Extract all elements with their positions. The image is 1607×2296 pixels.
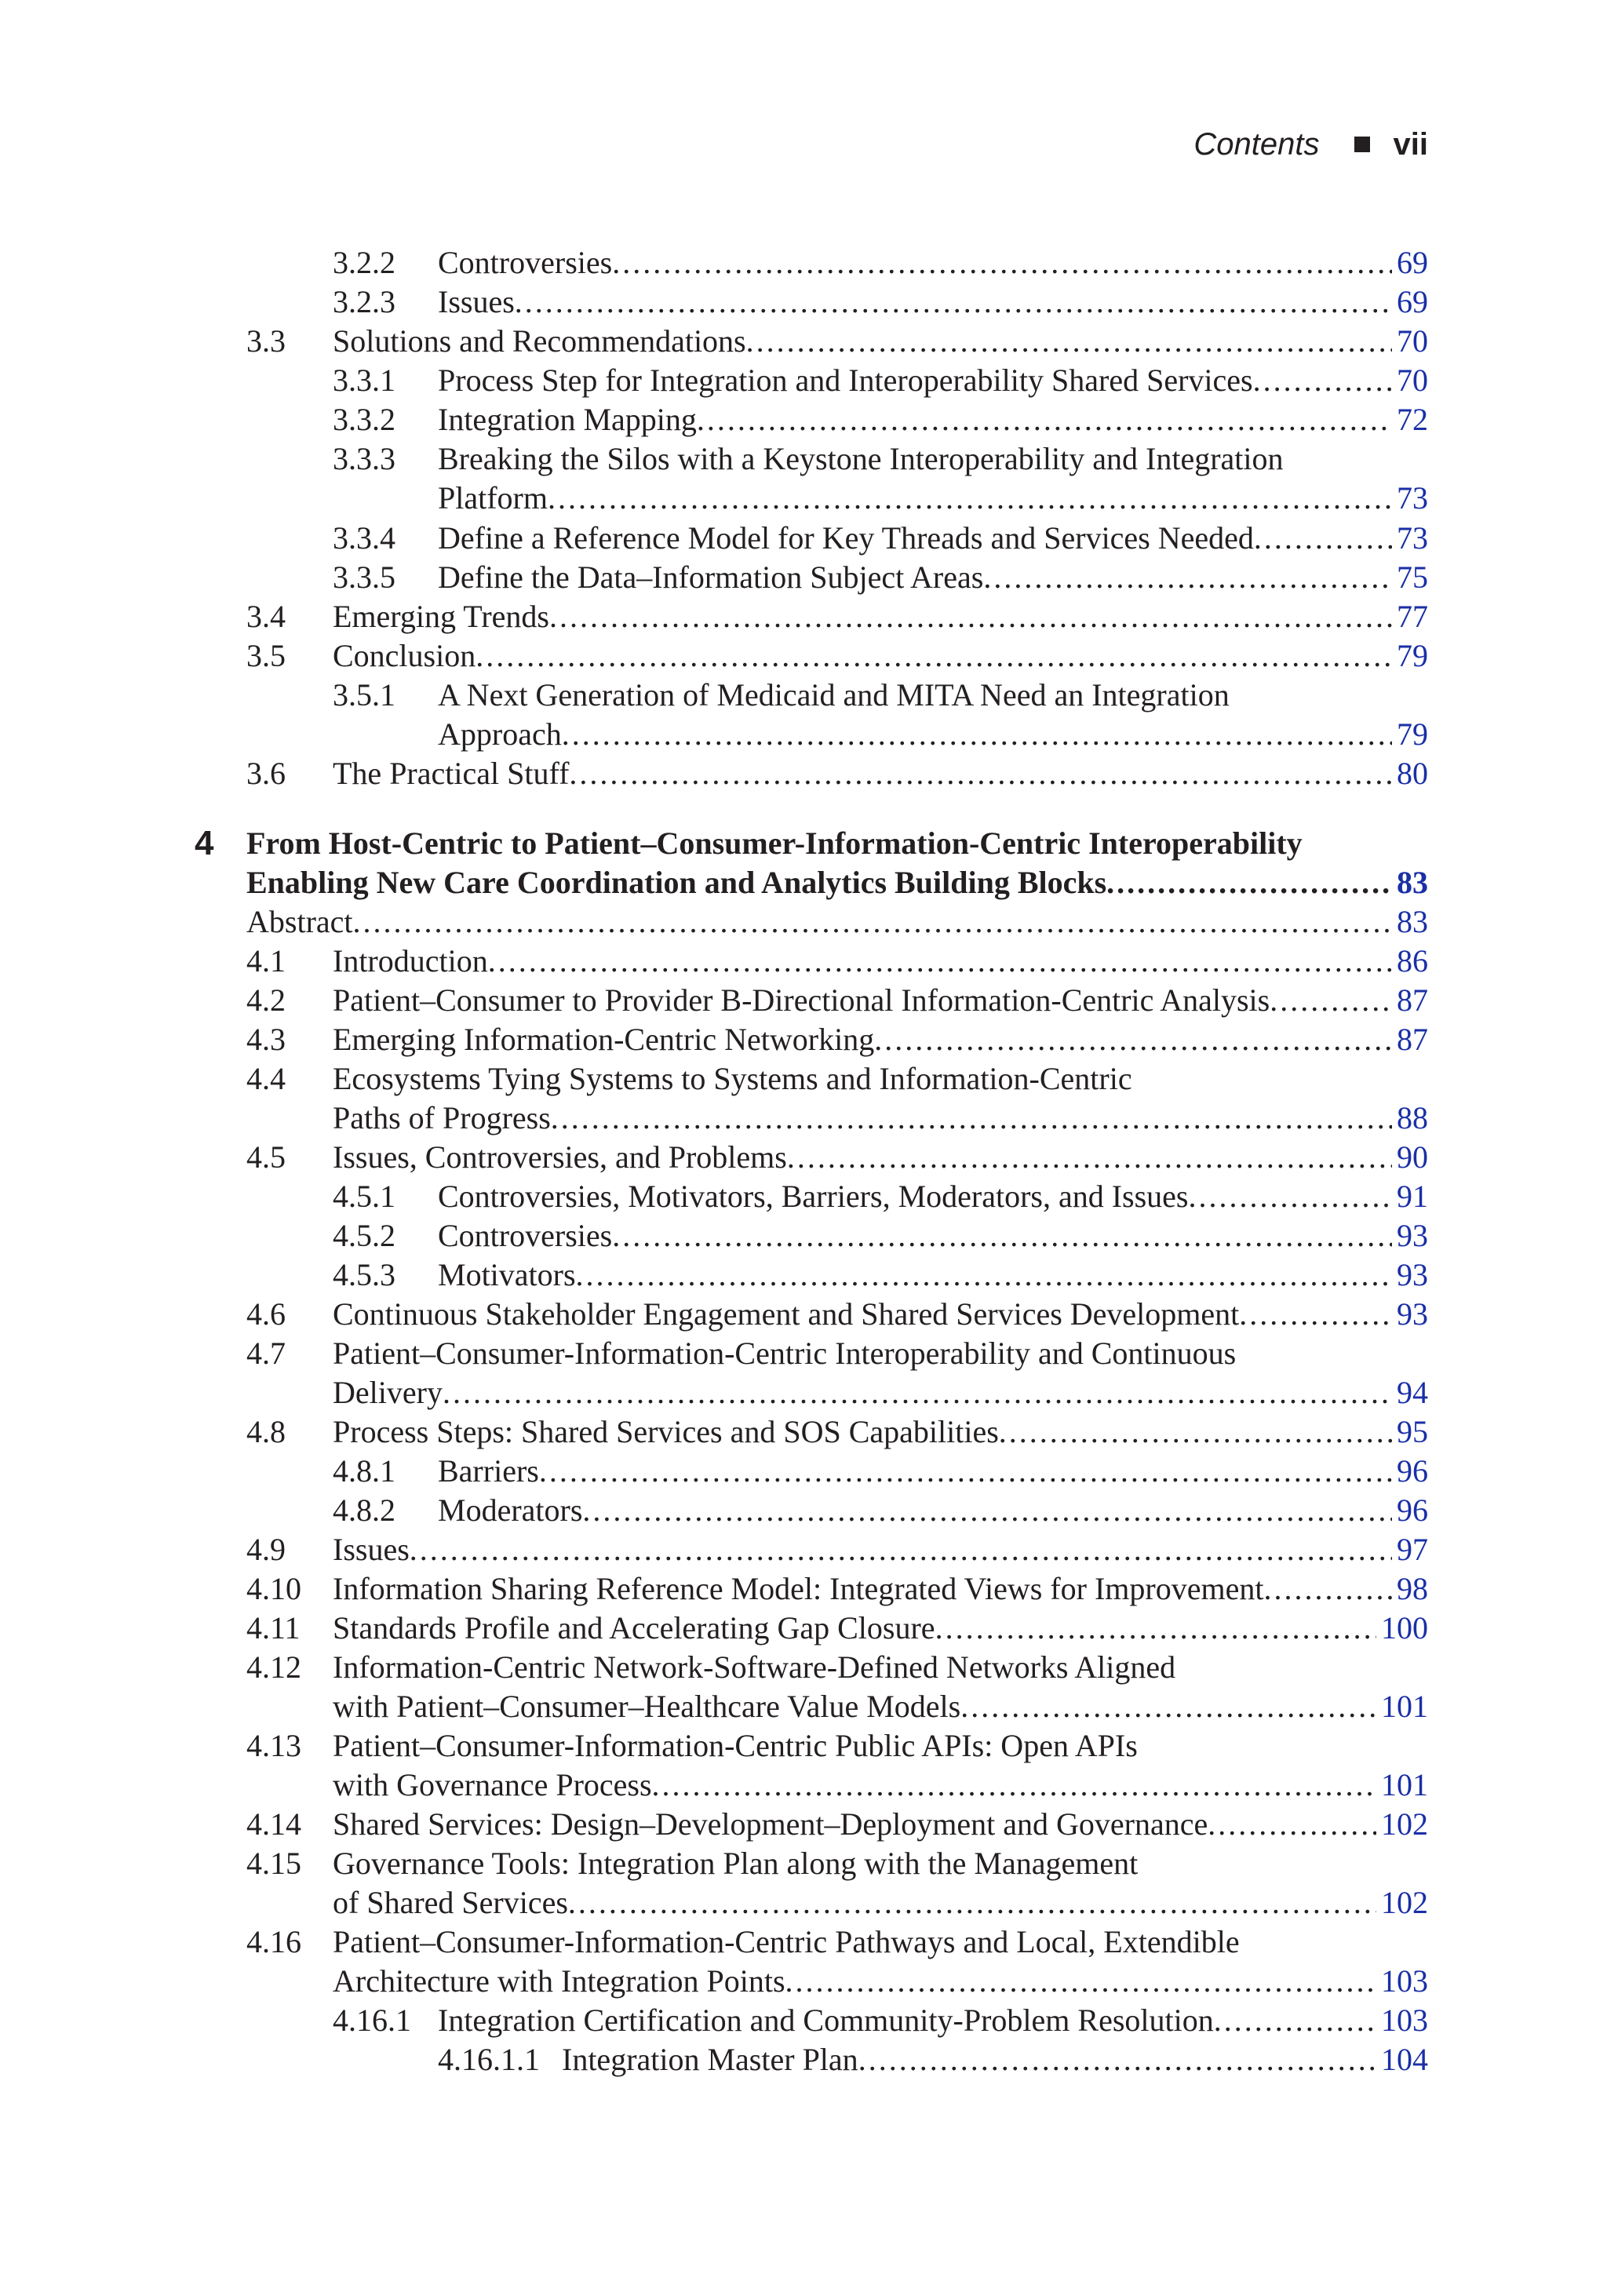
toc-entry-title: Issues	[438, 284, 515, 319]
toc-entry-number: 4.3	[246, 1022, 286, 1057]
toc-entry[interactable]	[438, 2040, 1428, 2079]
toc-entry[interactable]	[246, 1530, 1428, 1569]
toc-entry-number: 3.2.2	[333, 245, 395, 280]
toc-entry[interactable]	[333, 1962, 1428, 2001]
toc-page-link[interactable]: 93	[1397, 1296, 1428, 1332]
toc-page-link[interactable]: 100	[1381, 1610, 1428, 1645]
toc-entry[interactable]	[246, 1295, 1428, 1334]
toc-entry-number: 4.10	[246, 1571, 301, 1606]
toc-entry[interactable]	[333, 243, 1428, 282]
toc-entry-title: A Next Generation of Medicaid and MITA Need an Integration	[438, 677, 1230, 712]
toc-entry[interactable]	[246, 1059, 1428, 1099]
toc-entry-title: Shared Services: Design–Development–Deployment and Governance	[333, 1806, 1208, 1842]
toc-entry-title: Paths of Progress	[333, 1100, 551, 1135]
toc-page-link[interactable]: 96	[1397, 1453, 1428, 1489]
toc-entry-title: Patient–Consumer to Provider B-Directional Information-Centric Analysis	[333, 982, 1270, 1018]
toc-entry-title: Emerging Information-Centric Networking	[333, 1022, 875, 1057]
toc-entry[interactable]	[333, 361, 1428, 400]
toc-page-link[interactable]: 96	[1397, 1492, 1428, 1528]
dot-leader	[1106, 863, 1392, 902]
toc-page-link[interactable]: 79	[1397, 716, 1428, 752]
toc-entry[interactable]	[246, 902, 1428, 942]
toc-entry-title: Approach	[438, 716, 562, 752]
dot-leader	[1263, 1569, 1392, 1609]
dot-leader	[697, 400, 1392, 439]
toc-entry[interactable]	[246, 863, 1428, 902]
toc-entry-number: 4.11	[246, 1610, 301, 1645]
toc-entry[interactable]	[246, 824, 1428, 863]
toc-page-link[interactable]: 93	[1397, 1218, 1428, 1253]
toc-entry-title: Continuous Stakeholder Engagement and Shared Services Development	[333, 1296, 1240, 1332]
toc-page-link[interactable]: 94	[1397, 1375, 1428, 1410]
dot-leader	[443, 1373, 1392, 1412]
dot-leader	[785, 1962, 1376, 2001]
toc-entry[interactable]	[333, 519, 1428, 558]
toc-entry-number: 4.1	[246, 943, 286, 979]
toc-entry[interactable]	[333, 2001, 1428, 2040]
toc-entry[interactable]	[246, 942, 1428, 981]
toc-entry-title: Controversies	[438, 1218, 613, 1253]
toc-entry[interactable]	[246, 1569, 1428, 1609]
toc-entry-number: 3.5.1	[333, 677, 395, 712]
toc-page-link[interactable]: 83	[1397, 865, 1428, 900]
toc-entry-title: Patient–Consumer-Information-Centric Interoperability and Continuous	[333, 1336, 1237, 1371]
toc-entry-title: Define the Data–Information Subject Areas	[438, 559, 984, 595]
toc-page-link[interactable]: 103	[1381, 1963, 1428, 1999]
toc-entry-title: Process Steps: Shared Services and SOS Capabilities	[333, 1414, 999, 1449]
dot-leader	[488, 942, 1392, 981]
toc-entry-number: 3.3.3	[333, 441, 395, 476]
toc-entry-title: Controversies	[438, 245, 613, 280]
running-header	[1193, 122, 1428, 166]
dot-leader	[1214, 2001, 1376, 2040]
toc-entry[interactable]	[333, 1256, 1428, 1295]
toc-page-link[interactable]: 93	[1397, 1257, 1428, 1292]
toc-page-link[interactable]: 97	[1397, 1532, 1428, 1567]
dot-leader	[960, 1687, 1376, 1726]
toc-entry-title: Standards Profile and Accelerating Gap Closure	[333, 1610, 935, 1645]
toc-entry-title: The Practical Stuff	[333, 756, 570, 791]
toc-page-link[interactable]: 73	[1397, 480, 1428, 516]
toc-page-link[interactable]: 77	[1397, 599, 1428, 634]
toc-entry[interactable]	[438, 715, 1428, 754]
toc-entry-title: Abstract	[246, 904, 353, 939]
toc-entry[interactable]	[246, 981, 1428, 1020]
toc-entry-title: From Host-Centric to Patient–Consumer-Information-Centric Interoperability	[246, 825, 1303, 861]
toc-entry-number: 3.3.4	[333, 520, 395, 556]
dot-leader	[858, 2040, 1376, 2079]
toc-entry[interactable]	[333, 1452, 1428, 1491]
toc-entry-title: Enabling New Care Coordination and Analytics Building Blocks	[246, 865, 1107, 900]
toc-entry-number: 3.2.3	[333, 284, 395, 319]
dot-leader	[549, 597, 1392, 636]
toc-page-link[interactable]: 101	[1381, 1767, 1428, 1802]
dot-leader	[1208, 1805, 1376, 1844]
toc-entry[interactable]	[246, 1138, 1428, 1177]
toc-entry[interactable]	[246, 1609, 1428, 1648]
toc-entry-number: 4.7	[246, 1336, 286, 1371]
toc-entry-number: 4.16	[246, 1924, 301, 1959]
toc-page-link[interactable]: 102	[1381, 1806, 1428, 1842]
toc-entry[interactable]	[246, 754, 1428, 793]
toc-entry-number: 3.3	[246, 323, 286, 359]
toc-page-link[interactable]: 86	[1397, 943, 1428, 979]
toc-entry-title: Governance Tools: Integration Plan along with the Management	[333, 1846, 1139, 1881]
toc-entry-title: Issues, Controversies, and Problems	[333, 1139, 787, 1175]
toc-entry-title: Breaking the Silos with a Keystone Interoperability and Integration	[438, 441, 1284, 476]
toc-page-link[interactable]: 101	[1381, 1689, 1428, 1724]
toc-entry-title: Issues	[333, 1532, 410, 1567]
toc-entry-title: Platform	[438, 480, 548, 516]
running-header-title: Contents	[1193, 126, 1320, 162]
toc-entry-number: 4.15	[246, 1846, 301, 1881]
dot-leader	[562, 715, 1392, 754]
toc-entry-number: 3.3.2	[333, 402, 395, 437]
toc-entry[interactable]	[333, 1373, 1428, 1412]
toc-page-link[interactable]: 87	[1397, 1022, 1428, 1057]
toc-entry-title: Conclusion	[333, 638, 476, 673]
toc-entry-title: Information Sharing Reference Model: Integrated Views for Improvement	[333, 1571, 1264, 1606]
toc-page-link[interactable]: 70	[1397, 363, 1428, 398]
toc-entry-number: 4.13	[246, 1728, 301, 1763]
toc-entry[interactable]	[246, 636, 1428, 676]
toc-entry[interactable]	[333, 1687, 1428, 1726]
toc-entry-title: Moderators	[438, 1492, 583, 1528]
toc-entry-title: Barriers	[438, 1453, 539, 1489]
toc-page-link[interactable]: 79	[1397, 638, 1428, 673]
toc-entry[interactable]	[333, 400, 1428, 439]
dot-leader	[582, 1491, 1392, 1530]
toc-entry-number: 4.2	[246, 982, 286, 1018]
dot-leader	[746, 322, 1392, 361]
toc-entry-title: Define a Reference Model for Key Threads and Services Needed	[438, 520, 1254, 556]
toc-entry-number: 4.5	[246, 1139, 286, 1175]
toc-entry-title: Patient–Consumer-Information-Centric Public APIs: Open APIs	[333, 1728, 1138, 1763]
toc-entry-number: 3.4	[246, 599, 286, 634]
toc-entry[interactable]	[333, 282, 1428, 322]
dot-leader	[1270, 981, 1392, 1020]
toc-entry-title: Motivators	[438, 1257, 576, 1292]
toc-page-link[interactable]: 80	[1397, 756, 1428, 791]
toc-entry[interactable]	[333, 1177, 1428, 1216]
dot-leader	[1239, 1295, 1392, 1334]
toc-entry-title: Integration Certification and Community-Problem Resolution	[438, 2003, 1214, 2038]
toc-entry-title: of Shared Services	[333, 1885, 568, 1920]
toc-entry[interactable]	[246, 1334, 1428, 1373]
toc-entry-title: Solutions and Recommendations	[333, 323, 746, 359]
toc-entry-number: 4.6	[246, 1296, 286, 1332]
toc-entry-title: Integration Master Plan	[562, 2042, 858, 2077]
toc-entry[interactable]	[246, 1805, 1428, 1844]
dot-leader	[1253, 361, 1392, 400]
dot-leader	[576, 1256, 1392, 1295]
dot-leader	[999, 1412, 1392, 1452]
toc-entry-title: Introduction	[333, 943, 488, 979]
toc-entry[interactable]	[246, 1648, 1428, 1687]
toc-entry-number: 3.3.1	[333, 363, 395, 398]
toc-entry-number: 4.9	[246, 1532, 286, 1567]
toc-page-link[interactable]: 87	[1397, 982, 1428, 1018]
dot-leader	[935, 1609, 1376, 1648]
toc-entry[interactable]	[438, 479, 1428, 518]
dot-leader	[1254, 519, 1392, 558]
dot-leader	[787, 1138, 1392, 1177]
toc-entry-title: Emerging Trends	[333, 599, 549, 634]
dot-leader	[410, 1530, 1392, 1569]
dot-leader	[612, 1216, 1392, 1256]
toc-page-link[interactable]: 70	[1397, 323, 1428, 359]
toc-entry[interactable]	[246, 1922, 1428, 1962]
toc-entry-title: Patient–Consumer-Information-Centric Pathways and Local, Extendible	[333, 1924, 1240, 1959]
toc-entry-title: Architecture with Integration Points	[333, 1963, 785, 1999]
toc-entry-title: with Governance Process	[333, 1767, 652, 1802]
toc-page-link[interactable]: 95	[1397, 1414, 1428, 1449]
toc-entry-number: 4.5.2	[333, 1218, 395, 1253]
dot-leader	[539, 1452, 1392, 1491]
toc-page-link[interactable]: 88	[1397, 1100, 1428, 1135]
toc-page-link[interactable]: 72	[1397, 402, 1428, 437]
toc-entry[interactable]	[333, 1216, 1428, 1256]
toc-entry-number: 3.5	[246, 638, 286, 673]
dot-leader	[983, 558, 1392, 597]
toc-entry[interactable]	[246, 597, 1428, 636]
dot-leader	[515, 282, 1392, 322]
toc-page-link[interactable]: 83	[1397, 904, 1428, 939]
dot-leader	[353, 902, 1392, 942]
toc-page-link[interactable]: 90	[1397, 1139, 1428, 1175]
toc-entry[interactable]	[333, 558, 1428, 597]
toc-entry[interactable]	[246, 1726, 1428, 1766]
toc-page-link[interactable]: 91	[1397, 1179, 1428, 1214]
dot-leader	[476, 636, 1392, 676]
toc-entry-number: 4.16.1.1	[438, 2042, 540, 2077]
toc-entry-number: 4.5.3	[333, 1257, 395, 1292]
toc-entry-number: 4.4	[246, 1061, 286, 1096]
toc-entry[interactable]	[333, 1766, 1428, 1805]
toc-entry-number: 4.16.1	[333, 2003, 411, 2038]
toc-page-link[interactable]: 104	[1381, 2042, 1428, 2077]
toc-page-link[interactable]: 69	[1397, 284, 1428, 319]
dot-leader	[569, 754, 1392, 793]
toc-entry-title: Controversies, Motivators, Barriers, Moderators, and Issues	[438, 1179, 1189, 1214]
toc-entry-number: 4.8	[246, 1414, 286, 1449]
toc-entry[interactable]	[333, 1099, 1428, 1138]
toc-entry-number: 3.6	[246, 756, 286, 791]
toc-page-link[interactable]: 73	[1397, 520, 1428, 556]
toc-entry-title: Ecosystems Tying Systems to Systems and Information-Centric	[333, 1061, 1132, 1096]
toc-entry-number: 4.8.1	[333, 1453, 395, 1489]
toc-entry[interactable]	[246, 1844, 1428, 1883]
dot-leader	[568, 1883, 1376, 1922]
dot-leader	[612, 243, 1392, 282]
toc-entry[interactable]	[333, 439, 1428, 479]
toc-entry[interactable]	[246, 322, 1428, 361]
toc-entry-title: Integration Mapping	[438, 402, 697, 437]
toc-entry-number: 4.8.2	[333, 1492, 395, 1528]
toc-entry[interactable]	[246, 1412, 1428, 1452]
dot-leader	[551, 1099, 1392, 1138]
toc-entry-title: with Patient–Consumer–Healthcare Value Models	[333, 1689, 961, 1724]
toc-entry-title: Information-Centric Network-Software-Defined Networks Aligned	[333, 1649, 1176, 1685]
toc-page-link[interactable]: 102	[1381, 1885, 1428, 1920]
square-bullet-icon	[1354, 137, 1370, 152]
dot-leader	[652, 1766, 1376, 1805]
toc-page-link[interactable]: 75	[1397, 559, 1428, 595]
toc-entry[interactable]	[333, 1883, 1428, 1922]
toc-entry-number: 3.3.5	[333, 559, 395, 595]
dot-leader	[874, 1020, 1392, 1059]
toc-page-link[interactable]: 69	[1397, 245, 1428, 280]
toc-entry-number: 4.5.1	[333, 1179, 395, 1214]
toc-entry[interactable]	[333, 676, 1428, 715]
toc-entry-title: Delivery	[333, 1375, 443, 1410]
dot-leader	[1188, 1177, 1392, 1216]
toc-entry-title: Process Step for Integration and Interoperability Shared Services	[438, 363, 1253, 398]
toc-entry-number: 4.12	[246, 1649, 301, 1685]
toc-entry[interactable]	[333, 1491, 1428, 1530]
toc-entry-number: 4.14	[246, 1806, 301, 1842]
chapter-number: 4	[195, 824, 214, 862]
running-header-page-number: vii	[1393, 126, 1428, 162]
dot-leader	[548, 479, 1392, 518]
toc-page-link[interactable]: 103	[1381, 2003, 1428, 2038]
toc-entry[interactable]	[246, 1020, 1428, 1059]
toc-page-link[interactable]: 98	[1397, 1571, 1428, 1606]
